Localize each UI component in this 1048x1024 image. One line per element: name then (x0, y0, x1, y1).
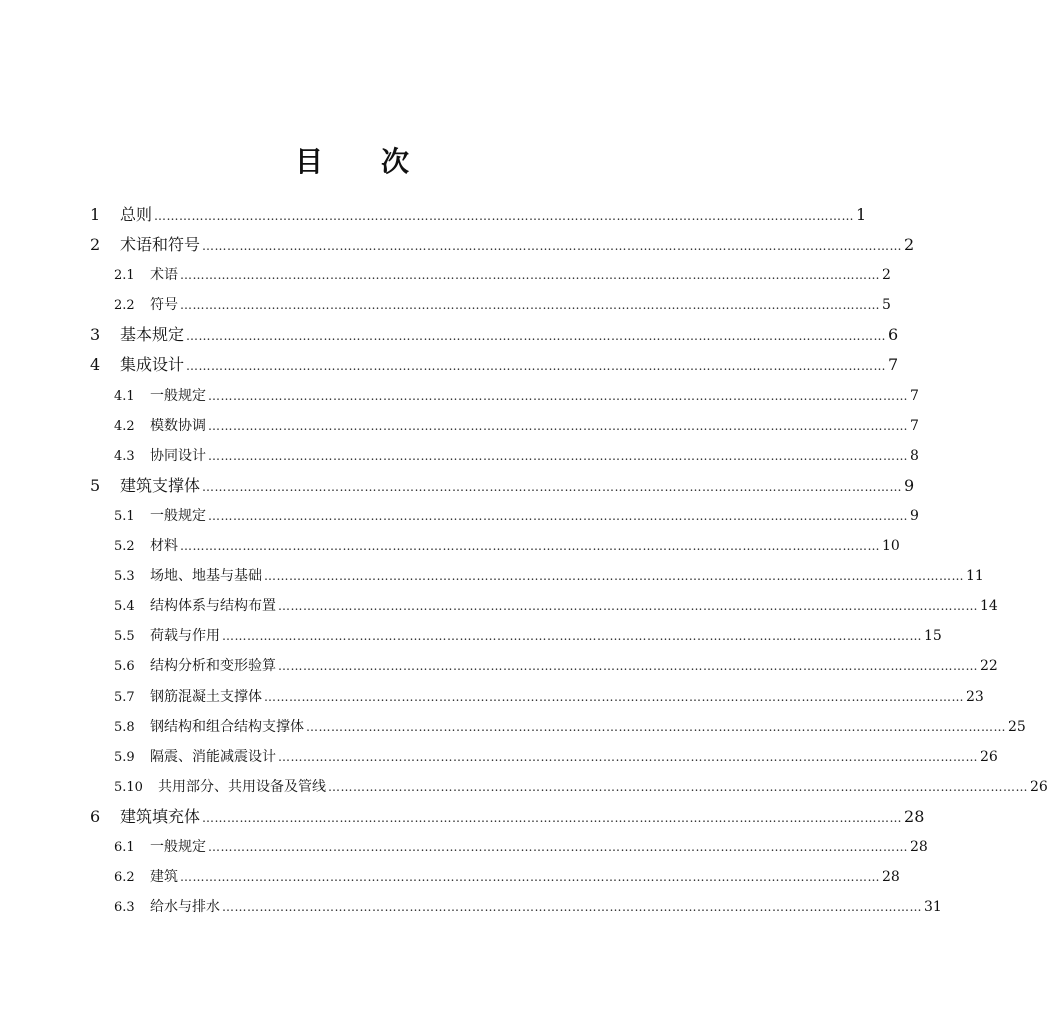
toc-entry[interactable] (90, 561, 984, 591)
toc-entry-page-number: 26 (1030, 778, 1048, 795)
toc-entry[interactable] (90, 862, 900, 892)
toc-entry-label: 术语和符号 (120, 235, 201, 255)
toc-entry-page-number: 11 (966, 568, 984, 585)
toc-entry[interactable] (90, 471, 915, 501)
toc-entry-page-number: 28 (882, 869, 900, 886)
toc-entry-page-number: 2 (882, 267, 891, 284)
toc-entry-label: 钢结构和组合结构支撑体 (150, 718, 304, 735)
toc-leader-dots: …………………………………………………………………………………………………………………………………………………… (264, 569, 964, 584)
toc-entry[interactable] (90, 230, 915, 260)
toc-entry-label: 建筑 (150, 869, 178, 886)
toc-entry-number: 4.1 (114, 388, 135, 404)
toc-entry[interactable] (90, 290, 891, 320)
toc-entry-label: 建筑支撑体 (120, 475, 201, 495)
toc-entry-page-number: 25 (1008, 718, 1026, 735)
toc-entry-number: 1 (90, 205, 101, 224)
toc-entry-number: 6.2 (114, 870, 135, 886)
toc-leader-dots: …………………………………………………………………………………………………………………………………………………… (306, 719, 1006, 734)
toc-leader-dots: …………………………………………………………………………………………………………………………………………………… (154, 209, 855, 223)
toc-entry-page-number: 6 (888, 325, 899, 345)
toc-entry-number: 5.3 (114, 569, 135, 585)
toc-entry-page-number: 7 (910, 387, 919, 404)
toc-entry[interactable] (90, 651, 998, 681)
toc-entry-page-number: 2 (904, 235, 915, 255)
toc-leader-dots: …………………………………………………………………………………………………………………………………………………… (186, 359, 887, 374)
toc-entry-number: 6.3 (114, 900, 135, 916)
toc-entry-label: 一般规定 (150, 838, 206, 855)
toc-entry[interactable] (90, 441, 919, 471)
toc-entry-number: 5.4 (114, 599, 135, 615)
toc-entry-number: 5 (90, 475, 101, 495)
toc-entry[interactable] (90, 411, 919, 441)
toc-leader-dots: …………………………………………………………………………………………………………………………………………………… (208, 508, 908, 523)
toc-entry[interactable] (90, 381, 919, 411)
toc-entry-label: 共用部分、共用设备及管线 (158, 778, 326, 795)
table-of-contents (90, 200, 1048, 922)
toc-entry[interactable] (90, 742, 998, 772)
toc-entry-label: 材料 (150, 538, 178, 555)
toc-entry-page-number: 31 (924, 899, 942, 916)
toc-leader-dots: …………………………………………………………………………………………………………………………………………………… (278, 749, 978, 764)
toc-entry[interactable] (90, 832, 928, 862)
toc-entry-label: 协同设计 (150, 447, 206, 464)
toc-entry-label: 结构分析和变形验算 (150, 658, 276, 675)
toc-entry[interactable] (90, 772, 1048, 802)
toc-entry-page-number: 9 (910, 507, 919, 524)
toc-entry-number: 5.5 (114, 629, 135, 645)
toc-leader-dots: …………………………………………………………………………………………………………………………………………………… (202, 810, 903, 825)
toc-entry[interactable] (90, 501, 919, 531)
toc-entry-number: 5.10 (114, 779, 143, 795)
toc-entry-number: 4.2 (114, 418, 135, 434)
toc-leader-dots: …………………………………………………………………………………………………………………………………………………… (328, 779, 1028, 794)
toc-entry-page-number: 15 (924, 628, 942, 645)
toc-leader-dots: …………………………………………………………………………………………………………………………………………………… (222, 900, 922, 915)
toc-entry-label: 术语 (150, 267, 178, 284)
toc-entry-label: 模数协调 (150, 417, 206, 434)
toc-entry-page-number: 9 (904, 475, 915, 495)
toc-entry-number: 6.1 (114, 839, 135, 855)
toc-entry[interactable] (90, 350, 899, 380)
page-title-part1: 目 (294, 145, 325, 178)
toc-entry-page-number: 7 (888, 355, 899, 375)
page-title (0, 140, 706, 180)
page-title-part2: 次 (381, 145, 412, 178)
toc-entry-number: 3 (90, 325, 101, 345)
toc-entry-page-number: 5 (882, 297, 891, 314)
toc-entry-label: 一般规定 (150, 387, 206, 404)
toc-entry[interactable] (90, 531, 900, 561)
toc-entry-label: 场地、地基与基础 (150, 568, 262, 585)
toc-entry-page-number: 8 (910, 447, 919, 464)
toc-entry-label: 钢筋混凝土支撑体 (150, 688, 262, 705)
toc-leader-dots: …………………………………………………………………………………………………………………………………………………… (180, 268, 880, 283)
toc-entry-label: 给水与排水 (150, 899, 220, 916)
toc-leader-dots: …………………………………………………………………………………………………………………………………………………… (202, 479, 903, 494)
toc-entry-label: 基本规定 (120, 325, 185, 345)
toc-leader-dots: …………………………………………………………………………………………………………………………………………………… (208, 448, 908, 463)
toc-entry-number: 5.7 (114, 689, 135, 705)
toc-entry-label: 一般规定 (150, 507, 206, 524)
toc-entry-label: 集成设计 (120, 355, 185, 375)
toc-leader-dots: …………………………………………………………………………………………………………………………………………………… (222, 629, 922, 644)
toc-entry[interactable] (90, 320, 899, 350)
toc-entry[interactable] (90, 892, 942, 922)
toc-entry-number: 5.1 (114, 508, 135, 524)
toc-entry[interactable] (90, 621, 942, 651)
toc-entry-label: 结构体系与结构布置 (150, 598, 276, 615)
toc-leader-dots: …………………………………………………………………………………………………………………………………………………… (278, 659, 978, 674)
toc-entry-number: 4 (90, 355, 101, 375)
toc-entry[interactable] (90, 591, 998, 621)
toc-entry-number: 2 (90, 235, 101, 255)
toc-entry[interactable] (90, 802, 925, 832)
toc-entry-page-number: 14 (980, 598, 998, 615)
toc-entry-page-number: 22 (980, 658, 998, 675)
toc-entry-number: 4.3 (114, 448, 135, 464)
toc-entry-label: 建筑填充体 (120, 806, 201, 826)
toc-entry[interactable] (90, 682, 984, 712)
toc-leader-dots: …………………………………………………………………………………………………………………………………………………… (278, 599, 978, 614)
toc-entry-label: 总则 (120, 205, 153, 224)
toc-entry-page-number: 28 (904, 806, 925, 826)
toc-leader-dots: …………………………………………………………………………………………………………………………………………………… (180, 298, 880, 313)
toc-entry-number: 5.9 (114, 749, 135, 765)
toc-entry-page-number: 1 (856, 205, 867, 224)
toc-entry[interactable] (90, 200, 867, 230)
toc-leader-dots: …………………………………………………………………………………………………………………………………………………… (208, 418, 908, 433)
toc-entry-page-number: 23 (966, 688, 984, 705)
toc-entry-number: 5.2 (114, 539, 135, 555)
toc-entry-label: 荷载与作用 (150, 628, 220, 645)
toc-entry-number: 2.1 (114, 268, 135, 284)
toc-entry-page-number: 10 (882, 538, 900, 555)
toc-entry-label: 符号 (150, 297, 178, 314)
toc-leader-dots: …………………………………………………………………………………………………………………………………………………… (264, 689, 964, 704)
toc-entry-page-number: 28 (910, 838, 928, 855)
toc-leader-dots: …………………………………………………………………………………………………………………………………………………… (208, 839, 908, 854)
toc-entry-number: 2.2 (114, 298, 135, 314)
toc-leader-dots: …………………………………………………………………………………………………………………………………………………… (180, 539, 880, 554)
toc-entry[interactable] (90, 260, 891, 290)
toc-entry-number: 5.6 (114, 659, 135, 675)
toc-entry-page-number: 7 (910, 417, 919, 434)
toc-leader-dots: …………………………………………………………………………………………………………………………………………………… (186, 329, 887, 344)
toc-entry[interactable] (90, 712, 1026, 742)
toc-entry-page-number: 26 (980, 748, 998, 765)
toc-entry-number: 6 (90, 806, 101, 826)
toc-entry-label: 隔震、消能减震设计 (150, 748, 276, 765)
toc-leader-dots: …………………………………………………………………………………………………………………………………………………… (208, 388, 908, 403)
toc-leader-dots: …………………………………………………………………………………………………………………………………………………… (202, 239, 903, 254)
toc-entry-number: 5.8 (114, 719, 135, 735)
toc-leader-dots: …………………………………………………………………………………………………………………………………………………… (180, 870, 880, 885)
